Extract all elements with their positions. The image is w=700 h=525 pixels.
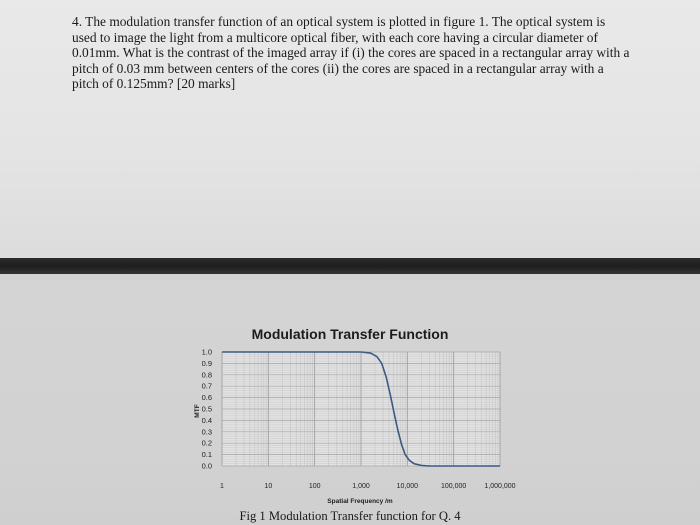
y-tick-label: 0.8 — [201, 370, 212, 380]
x-tick-label: 100 — [308, 483, 321, 490]
y-axis-label: MTF — [194, 404, 201, 418]
x-tick-label: 10 — [264, 483, 273, 490]
x-tick-label: 1,000 — [352, 483, 370, 490]
question-text: 4. The modulation transfer function of an optical system is plotted in figure 1. The optical system is used to image the light from a multicore optical fiber, with each core having a circular diameter of 0.01mm. What is the contrast of the imaged array if (i) the cores are spaced in a rectangular array with a pitch of 0.03 mm between centers of the cores (ii) the cores are spaced in a rectangular array with a pitch of 0.125mm? [20 marks] — [72, 14, 630, 92]
y-tick-label: 0.0 — [201, 461, 212, 471]
x-axis-label: Spatial Frequency /m — [327, 498, 393, 505]
y-tick-label: 0.2 — [201, 438, 212, 448]
y-tick-label: 0.3 — [201, 427, 212, 437]
y-tick-label: 0.1 — [201, 450, 212, 460]
y-tick-label: 0.7 — [201, 381, 212, 391]
y-tick-label: 0.6 — [201, 393, 212, 403]
x-tick-label: 1 — [220, 483, 224, 490]
x-tick-label: 10,000 — [396, 483, 419, 490]
y-tick-label: 1.0 — [201, 347, 212, 357]
figure-caption: Fig 1 Modulation Transfer function for Q. 4 — [239, 509, 461, 523]
x-tick-label: 100,000 — [441, 483, 467, 490]
y-tick-label: 0.5 — [201, 404, 212, 414]
x-tick-label: 1,000,000 — [484, 483, 516, 490]
y-tick-label: 0.4 — [201, 415, 212, 425]
chart-title: Modulation Transfer Function — [251, 326, 449, 342]
y-tick-label: 0.9 — [201, 358, 212, 368]
